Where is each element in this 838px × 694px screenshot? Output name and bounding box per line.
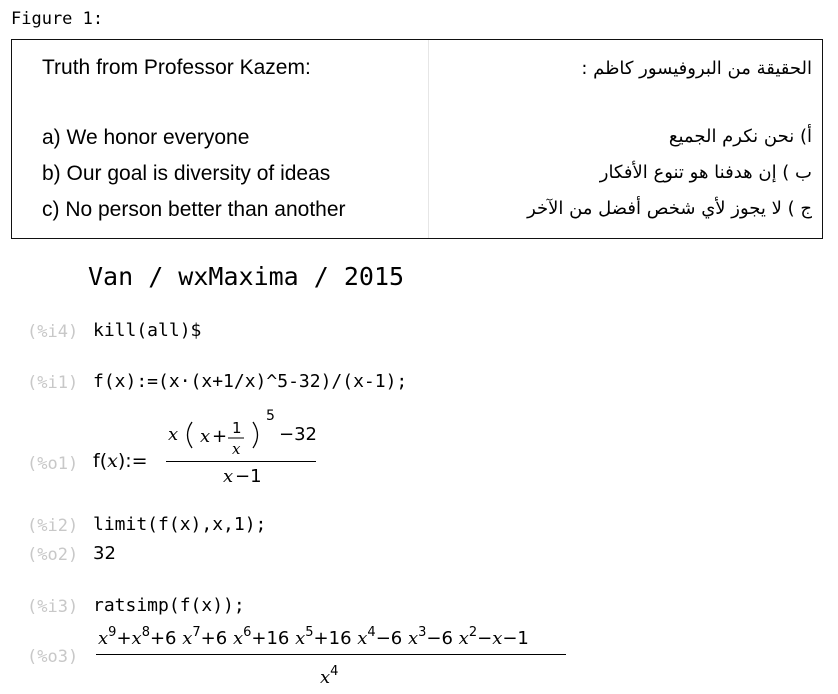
input-label: (%i1)	[27, 373, 79, 393]
output-value: 32	[93, 543, 116, 564]
arabic-item: ج ) لا يجوز لأي شخص أفضل من الآخر	[527, 198, 812, 219]
svg-text:x: x	[200, 426, 211, 447]
arabic-item: ب ) إن هدفنا هو تنوع الأفكار	[599, 162, 812, 183]
svg-text:x: x	[232, 440, 241, 458]
english-item: a) We honor everyone	[42, 126, 250, 149]
fraction-bar	[166, 461, 316, 462]
input-cell[interactable]: ratsimp(f(x));	[93, 595, 245, 616]
svg-text:x: x	[168, 424, 179, 445]
english-title: Truth from Professor Kazem:	[42, 56, 311, 79]
english-item: c) No person better than another	[42, 198, 346, 221]
fraction-numerator: $x^9+x^8+6$ $x^7+6$ $x^6+16$ $x^5+16$ $x^4-6$ $x^3-6$ $x^2-x-1$	[98, 625, 529, 649]
truth-box	[11, 39, 823, 239]
svg-text:5: 5	[266, 408, 275, 424]
fraction-denominator: $x^4$	[320, 664, 339, 688]
arabic-item: أ) نحن نكرم الجميع	[668, 126, 812, 147]
figure-label: Figure 1:	[11, 9, 104, 29]
input-label: (%i4)	[27, 322, 79, 342]
svg-text:−32: −32	[279, 424, 317, 445]
arabic-title: الحقيقة من البروفيسور كاظم :	[581, 58, 812, 79]
column-divider	[428, 40, 429, 238]
input-cell[interactable]: kill(all)$	[93, 320, 202, 341]
output-label: (%o3)	[27, 647, 79, 667]
input-cell[interactable]: f(x):=(x·(x+1/x)^5-32)/(x-1);	[93, 371, 408, 392]
english-item: b) Our goal is diversity of ideas	[42, 162, 331, 185]
svg-text:1: 1	[232, 419, 242, 437]
svg-text:x: x	[223, 466, 234, 487]
input-label: (%i3)	[27, 597, 79, 617]
input-label: (%i2)	[27, 516, 79, 536]
svg-text:−1: −1	[235, 466, 262, 487]
session-heading: Van / wxMaxima / 2015	[88, 262, 405, 291]
fraction-expression	[166, 408, 317, 490]
output-lhs: f(x):=	[93, 450, 148, 472]
fraction-bar	[96, 654, 566, 655]
output-fraction	[166, 408, 317, 490]
output-label: (%o1)	[27, 454, 79, 474]
input-cell[interactable]: limit(f(x),x,1);	[93, 514, 267, 535]
output-label: (%o2)	[27, 545, 79, 565]
svg-text:+: +	[212, 426, 228, 447]
